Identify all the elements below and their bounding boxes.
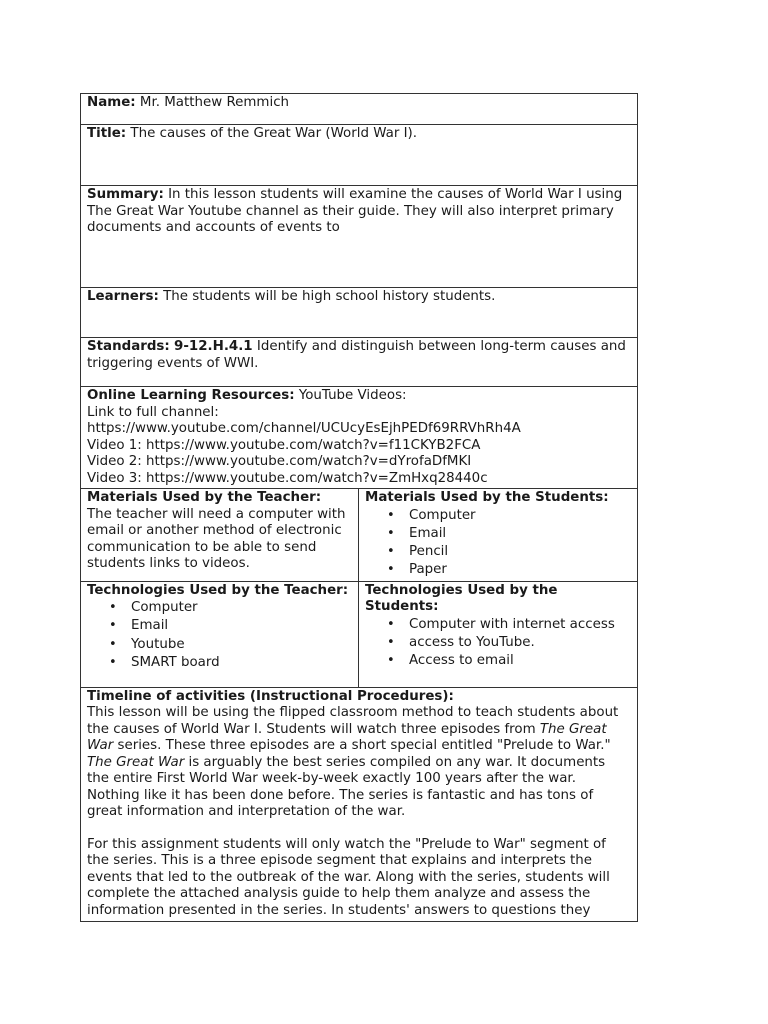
bullet-icon: • xyxy=(387,616,395,632)
bullet-icon: • xyxy=(387,634,395,650)
summary-cell xyxy=(81,186,638,288)
lesson-plan-page xyxy=(80,93,637,922)
list-item xyxy=(387,634,631,652)
timeline-text: This lesson will be using the flipped classroom method to teach students about the causes of World War I. Students will watch three episodes from xyxy=(87,705,619,737)
standards-row xyxy=(81,338,638,387)
materials-row xyxy=(81,489,638,582)
bullet-icon: • xyxy=(109,636,117,652)
list-item xyxy=(387,525,631,543)
materials-teacher-value: The teacher will need a computer with email or another method of electronic communication to be able to send students links to videos. xyxy=(87,506,346,571)
lesson-plan-table xyxy=(80,93,638,922)
timeline-text: is arguably the best series compiled on any war. It documents the entire First World War week-by-week exactly 100 years after the war. Nothing like it has been done before. The series is fantastic and has tons of great information and interpretation of the war. xyxy=(87,754,606,820)
materials-teacher-label: Materials Used by the Teacher: xyxy=(87,490,322,505)
tech-teacher-list xyxy=(87,599,352,672)
list-item xyxy=(109,599,352,617)
summary-value: In this lesson students will examine the causes of World War I using The Great War Youtube channel as their guide. They will also interpret primary documents and accounts of events to xyxy=(87,187,623,235)
standards-cell xyxy=(81,338,638,387)
list-item xyxy=(109,636,352,654)
timeline-paragraph-1 xyxy=(87,705,631,821)
list-item-text: Email xyxy=(131,618,169,634)
standards-code: 9-12.H.4.1 xyxy=(174,339,253,354)
name-value: Mr. Matthew Remmich xyxy=(139,95,290,110)
timeline-row xyxy=(81,687,638,921)
video-2-link[interactable]: Video 2: https://www.youtube.com/watch?v=dYrofaDfMKI xyxy=(87,454,472,469)
series-title: The Great War xyxy=(87,721,607,754)
learners-label: Learners: xyxy=(87,289,159,304)
materials-teacher-cell xyxy=(81,489,359,582)
tech-students-label: Technologies Used by the Students: xyxy=(365,582,558,615)
list-item-text: Email xyxy=(409,525,447,541)
title-label: Title: xyxy=(87,126,127,141)
resources-value: YouTube Videos: xyxy=(298,388,407,403)
series-title: The Great War xyxy=(87,754,185,770)
title-cell xyxy=(81,125,638,186)
list-item-text: Paper xyxy=(409,562,447,578)
bullet-icon: • xyxy=(387,525,395,541)
learners-value: The students will be high school history students. xyxy=(163,289,496,304)
learners-row xyxy=(81,288,638,338)
resources-cell xyxy=(81,387,638,489)
list-item-text: Pencil xyxy=(409,544,449,560)
bullet-icon: • xyxy=(387,653,395,669)
timeline-text: series. These three episodes are a short special entitled "Prelude to War." xyxy=(113,738,611,754)
standards-label: Standards: xyxy=(87,339,170,354)
list-item xyxy=(109,654,352,672)
list-item-text: Computer with internet access xyxy=(409,616,615,632)
list-item xyxy=(387,543,631,561)
title-value: The causes of the Great War (World War I). xyxy=(130,126,418,141)
list-item-text: Youtube xyxy=(131,636,185,652)
tech-students-list xyxy=(365,616,631,671)
channel-link-label: Link to full channel: xyxy=(87,404,219,420)
list-item xyxy=(387,652,631,670)
list-item-text: SMART board xyxy=(131,655,220,671)
list-item xyxy=(109,617,352,635)
summary-label: Summary: xyxy=(87,187,164,202)
list-item xyxy=(387,561,631,579)
standards-value: Identify and distinguish between long-term causes and triggering events of WWI. xyxy=(87,339,626,371)
summary-row xyxy=(81,186,638,288)
list-item xyxy=(387,507,631,525)
materials-students-list xyxy=(365,507,631,580)
tech-students-cell xyxy=(359,581,638,687)
timeline-paragraph-2: For this assignment students will only watch the "Prelude to War" segment of the series. This is a three episode segment that explains and interprets the events that led to the outbreak of the war. Along with the series, students will complete the attached analysis guide to help them analyze and assess the information presented in the series. In students' answers to questions they xyxy=(87,836,610,918)
materials-students-cell xyxy=(359,489,638,582)
materials-students-label: Materials Used by the Students: xyxy=(365,490,609,505)
list-item-text: Access to email xyxy=(409,653,514,669)
timeline-cell xyxy=(81,687,638,921)
learners-cell xyxy=(81,288,638,338)
tech-teacher-cell xyxy=(81,581,359,687)
timeline-label: Timeline of activities (Instructional Procedures): xyxy=(87,688,454,704)
resources-row xyxy=(81,387,638,489)
title-row xyxy=(81,125,638,186)
bullet-icon: • xyxy=(387,507,395,523)
list-item-text: access to YouTube. xyxy=(409,634,535,650)
channel-link[interactable]: https://www.youtube.com/channel/UCUcyEsEjhPEDf69RRVhRh4A xyxy=(87,421,521,436)
name-label: Name: xyxy=(87,95,136,110)
name-row xyxy=(81,94,638,125)
tech-teacher-label: Technologies Used by the Teacher: xyxy=(87,582,349,598)
name-cell xyxy=(81,94,638,125)
video-3-link[interactable]: Video 3: https://www.youtube.com/watch?v=ZmHxq28440c xyxy=(87,470,488,486)
bullet-icon: • xyxy=(109,655,117,671)
video-1-link[interactable]: Video 1: https://www.youtube.com/watch?v=f11CKYB2FCA xyxy=(87,437,481,453)
bullet-icon: • xyxy=(109,600,117,616)
technologies-row xyxy=(81,581,638,687)
bullet-icon: • xyxy=(387,562,395,578)
paragraph-gap xyxy=(87,821,631,837)
bullet-icon: • xyxy=(387,544,395,560)
list-item xyxy=(387,616,631,634)
resources-label: Online Learning Resources: xyxy=(87,388,295,403)
bullet-icon: • xyxy=(109,618,117,634)
list-item-text: Computer xyxy=(131,600,198,616)
list-item-text: Computer xyxy=(409,507,476,523)
